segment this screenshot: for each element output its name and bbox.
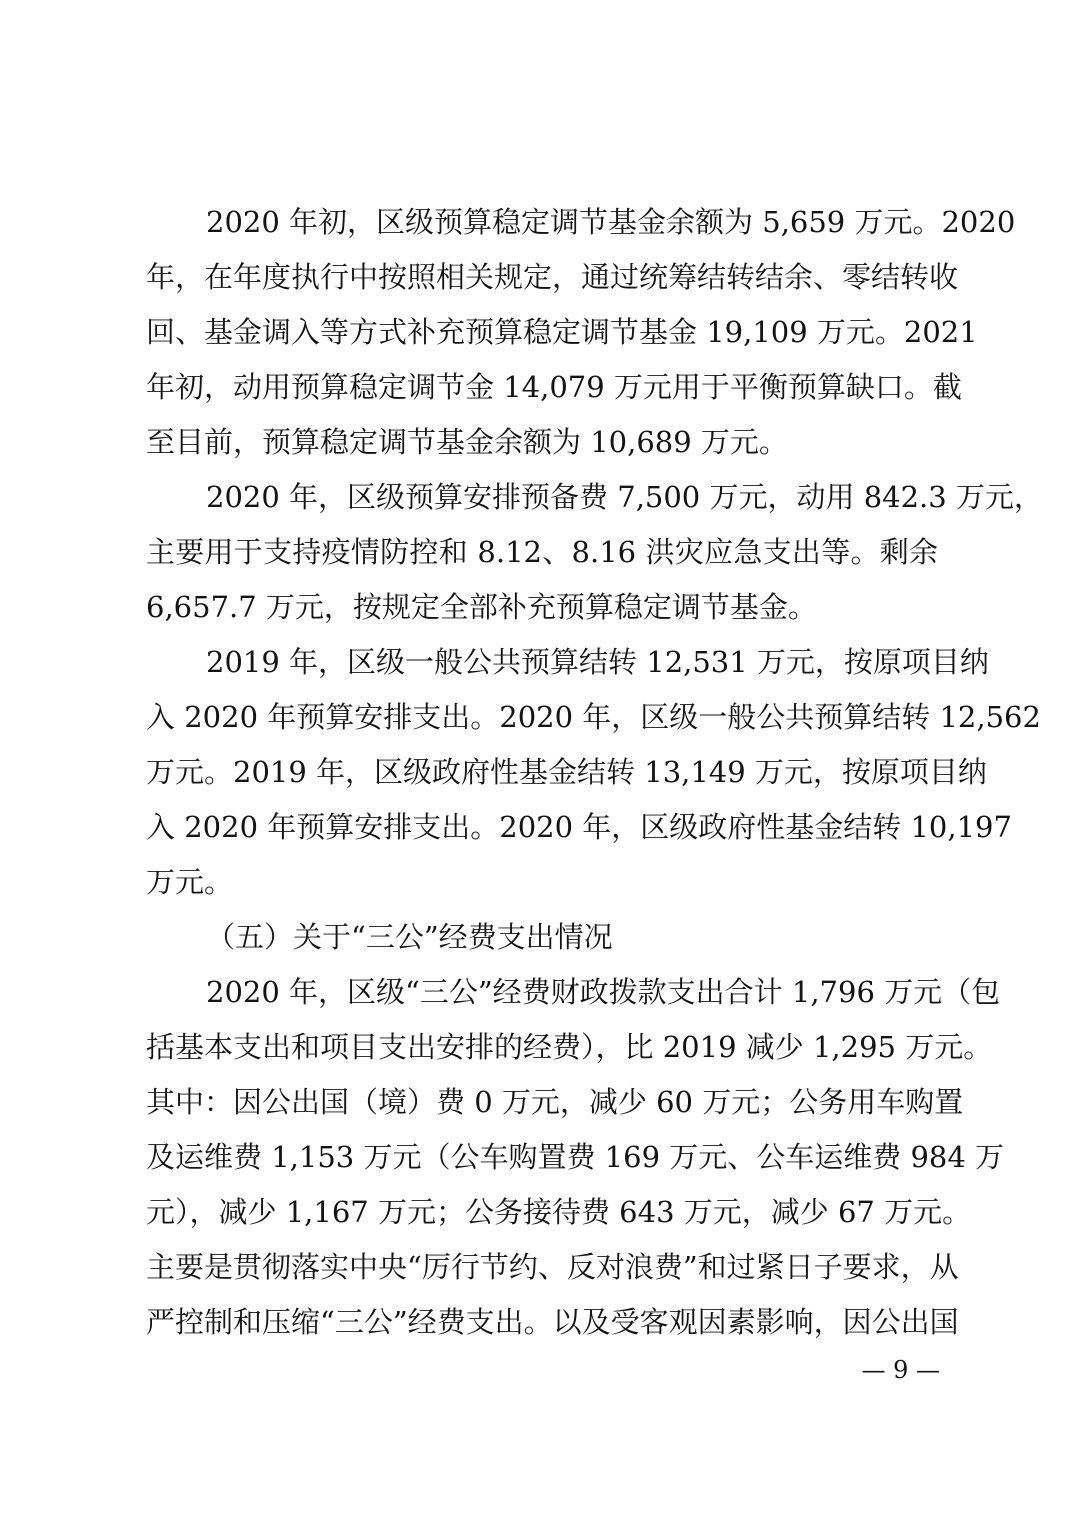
- page-number: — 9 —: [861, 1356, 940, 1384]
- paragraph-3-line-5: 万元。: [146, 865, 234, 899]
- paragraph-1-line-5: 至目前，预算稳定调节基金余额为 10,689 万元。: [146, 425, 788, 459]
- paragraph-1-line-3: 回、基金调入等方式补充预算稳定调节基金 19,109 万元。2021: [146, 315, 978, 349]
- paragraph-4-line-7: 严控制和压缩“三公”经费支出。以及受客观因素影响，因公出国: [146, 1305, 959, 1339]
- paragraph-4-line-6: 主要是贯彻落实中央“厉行节约、反对浪费”和过紧日子要求，从: [146, 1250, 959, 1284]
- paragraph-4-line-5: 元），减少 1,167 万元；公务接待费 643 万元，减少 67 万元。: [146, 1195, 972, 1229]
- paragraph-3-line-3: 万元。2019 年，区级政府性基金结转 13,149 万元，按原项目纳: [146, 755, 987, 789]
- paragraph-1-line-4: 年初，动用预算稳定调节金 14,079 万元用于平衡预算缺口。截: [146, 370, 962, 404]
- paragraph-3-line-1: 2019 年，区级一般公共预算结转 12,531 万元，按原项目纳: [206, 645, 989, 679]
- paragraph-4-line-2: 括基本支出和项目支出安排的经费），比 2019 减少 1,295 万元。: [146, 1030, 993, 1064]
- paragraph-4-line-3: 其中：因公出国（境）费 0 万元，减少 60 万元；公务用车购置: [146, 1085, 964, 1119]
- paragraph-1-line-1: 2020 年初，区级预算稳定调节基金余额为 5,659 万元。2020: [206, 205, 1016, 239]
- paragraph-2-line-1: 2020 年，区级预算安排预备费 7,500 万元，动用 842.3 万元，: [206, 480, 1043, 514]
- paragraph-3-line-2: 入 2020 年预算安排支出。2020 年，区级一般公共预算结转 12,562: [146, 700, 1041, 734]
- section-heading: （五）关于“三公”经费支出情况: [206, 920, 613, 954]
- paragraph-2-line-2: 主要用于支持疫情防控和 8.12、8.16 洪灾应急支出等。剩余: [146, 535, 938, 569]
- paragraph-4-line-4: 及运维费 1,153 万元（公车购置费 169 万元、公车运维费 984 万: [146, 1140, 1005, 1174]
- paragraph-4-line-1: 2020 年，区级“三公”经费财政拨款支出合计 1,796 万元（包: [206, 975, 1001, 1009]
- paragraph-1-line-2: 年，在年度执行中按照相关规定，通过统筹结转结余、零结转收: [146, 260, 959, 294]
- paragraph-3-line-4: 入 2020 年预算安排支出。2020 年，区级政府性基金结转 10,197: [146, 810, 1012, 844]
- paragraph-2-line-3: 6,657.7 万元，按规定全部补充预算稳定调节基金。: [146, 590, 817, 624]
